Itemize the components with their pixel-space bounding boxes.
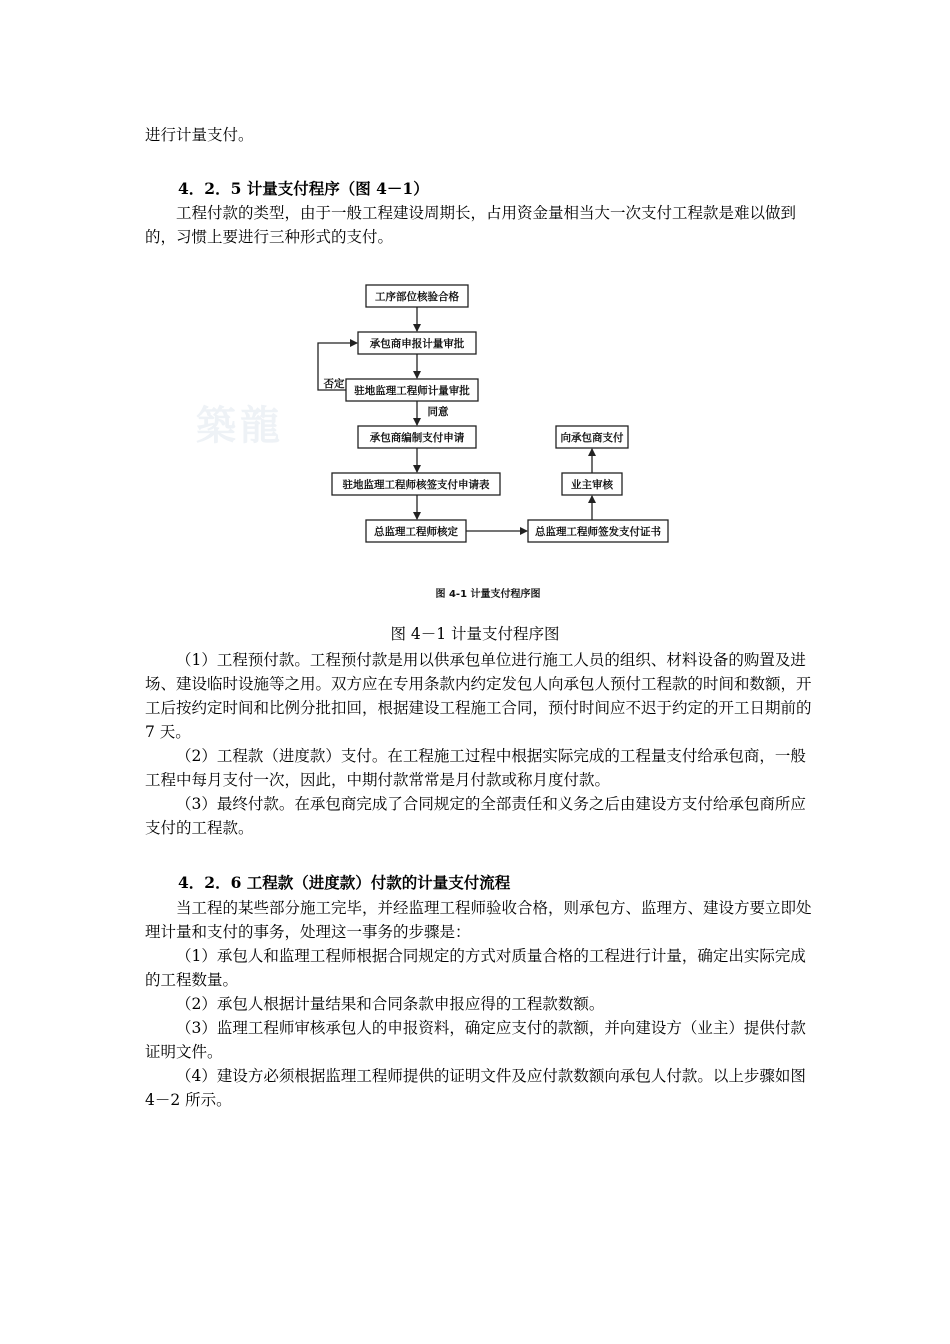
watermark-logo: 築龍: [196, 402, 284, 449]
label-agree: 同意: [427, 406, 449, 418]
label-reject: 否定: [323, 378, 345, 390]
flowchart-figure: [300, 275, 690, 605]
payment-item-3: （3）最终付款。在承包商完成了合同规定的全部责任和义务之后由建设方支付给承包商所应支付的工程款。: [145, 795, 806, 837]
payment-item-1: （1）工程预付款。工程预付款是用以供承包单位进行施工人员的组织、材料设备的购置及进场、建设临时设施等之用。双方应在专用条款内约定发包人向承包人预付工程款的时间和数额，开工后按约定时间和比例分批扣回，根据建设工程施工合同，预付时间应不迟于约定的开工日期前的 7 天。: [145, 651, 812, 741]
flow-box-6-label: 总监理工程师核定: [374, 526, 458, 538]
section-heading-4-2-5: 4．2．5 计量支付程序（图 4－1）: [178, 179, 429, 198]
step-item-2: （2）承包人根据计量结果和合同条款申报应得的工程款数额。: [176, 995, 605, 1013]
step-item-3: （3）监理工程师审核承包人的申报资料，确定应支付的款额，并向建设方（业主）提供付款证明文件。: [145, 1019, 806, 1061]
section-heading-4-2-6: 4．2．6 工程款（进度款）付款的计量支付流程: [178, 873, 511, 892]
step-item-1: （1）承包人和监理工程师根据合同规定的方式对质量合格的工程进行计量，确定出实际完成的工程数量。: [145, 947, 806, 989]
flow-box-3-label: 驻地监理工程师计量审批: [354, 385, 470, 397]
figure-inner-caption: 图 4-1 计量支付程序图: [435, 589, 541, 600]
intro-line: 进行计量支付。: [145, 126, 254, 144]
flow-box-9-label: 向承包商支付: [560, 432, 624, 444]
step-item-4: （4）建设方必须根据监理工程师提供的证明文件及应付款数额向承包人付款。以上步骤如图 4－2 所示。: [145, 1067, 806, 1109]
flow-box-8-label: 业主审核: [571, 479, 613, 491]
section-4-2-5-paragraph: 工程付款的类型，由于一般工程建设周期长，占用资金量相当大一次支付工程款是难以做到的，习惯上要进行三种形式的支付。: [145, 204, 797, 246]
figure-caption: 图 4－1 计量支付程序图: [390, 625, 560, 643]
flow-box-1-label: 工序部位核验合格: [375, 291, 459, 303]
flow-box-2-label: 承包商申报计量审批: [369, 338, 465, 350]
flow-box-5-label: 驻地监理工程师核签支付申请表: [342, 479, 490, 491]
payment-item-2: （2）工程款（进度款）支付。在工程施工过程中根据实际完成的工程量支付给承包商，一般工程中每月支付一次，因此，中期付款常常是月付款或称月度付款。: [145, 747, 806, 789]
section-4-2-6-paragraph: 当工程的某些部分施工完毕，并经监理工程师验收合格，则承包方、监理方、建设方要立即处理计量和支付的事务，处理这一事务的步骤是：: [145, 899, 812, 941]
flow-box-7-label: 总监理工程师签发支付证书: [535, 526, 661, 538]
flow-box-4-label: 承包商编制支付申请: [369, 432, 465, 444]
